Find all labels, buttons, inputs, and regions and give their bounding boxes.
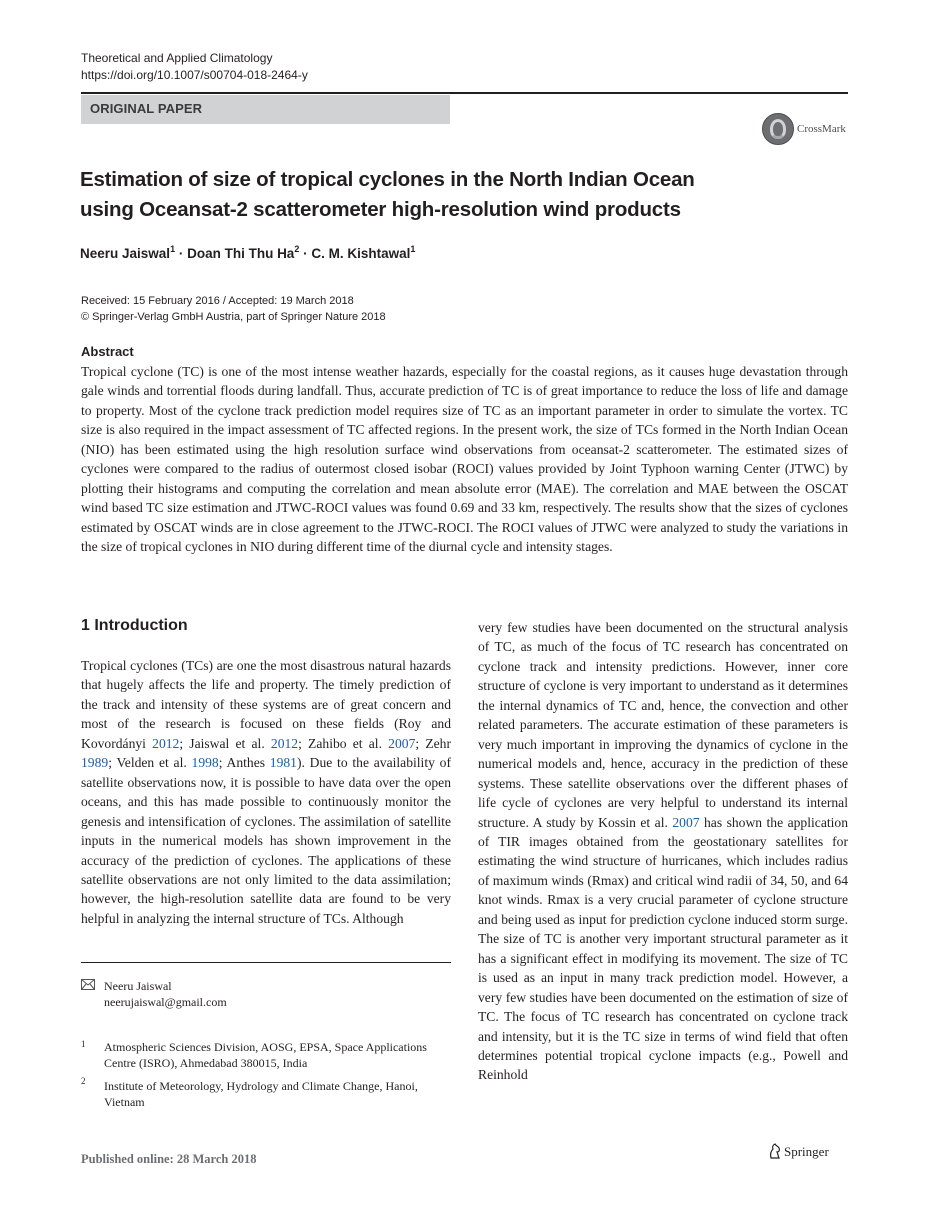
corresponding-author-email[interactable]: neerujaiswal@gmail.com (104, 995, 227, 1009)
author-affiliation-mark: 1 (410, 244, 416, 254)
affiliation-1: Atmospheric Sciences Division, AOSG, EPSA, Space Applications Centre (ISRO), Ahmedabad 380015, India (104, 1040, 427, 1070)
citation-link[interactable]: 2007 (672, 814, 700, 830)
section-heading-introduction: 1 Introduction (81, 617, 188, 634)
doi-link[interactable]: https://doi.org/10.1007/s00704-018-2464-y (81, 68, 308, 82)
abstract-heading: Abstract (81, 344, 134, 359)
citation-link[interactable]: 2012 (152, 735, 180, 751)
intro-right-column (478, 618, 848, 1085)
corresponding-author-name: Neeru Jaiswal (104, 979, 172, 993)
springer-horse-icon (768, 1143, 782, 1159)
crossmark-icon (762, 113, 794, 145)
journal-name: Theoretical and Applied Climatology (81, 51, 273, 65)
title-line-2: using Oceansat-2 scatterometer high-resolution wind products (80, 198, 681, 221)
affiliation-number: 1 (81, 1039, 86, 1049)
publisher-logo-text: Springer (784, 1144, 829, 1159)
author-list (80, 244, 415, 261)
abstract-body: Tropical cyclone (TC) is one of the most intense weather hazards, especially for the coastal regions, as it causes huge devastation through gale winds and torrential floods during landfall. Thus, accurate prediction of TC is of great importance to reduce the loss of life and damage to property. Most of the cyclone track prediction model requires size of TC as an important parameter in order to simulate the vortex. TC size is also required in the impact assessment of TC affected regions. In the present work, the size of TCs formed in the North Indian Ocean (NIO) has been estimated using the high resolution surface wind observations from oceansat-2 scatterometer. The estimated sizes of cyclones were compared to the radius of outermost closed isobar (ROCI) values provided by Joint Typhoon warning Center (JTWC) by plotting their histograms and computing the correlation and mean absolute error (MAE). The correlation and MAE between the OSCAT wind based TC size estimation and JTWC-ROCI values was found 0.69 and 33 km, respectively. The results show that the sizes of cyclones estimated by OSCAT winds are in close agreement to the JTWC-ROCI. The ROCI values of JTWC were analyzed to study the variations in the size of tropical cyclones in NIO during different time of the diurnal cycle and intensity stages. (81, 364, 848, 555)
author-affiliation-mark: 2 (294, 244, 300, 254)
citation-link[interactable]: 1981 (269, 755, 297, 771)
published-date: Published online: 28 March 2018 (81, 1152, 257, 1166)
paper-type-label: ORIGINAL PAPER (90, 101, 203, 116)
citation-link[interactable]: 2012 (270, 735, 299, 751)
author-affiliation-mark: 1 (170, 244, 176, 254)
copyright-line: © Springer-Verlag GmbH Austria, part of Springer Nature 2018 (81, 311, 386, 323)
author-separator: · (299, 246, 312, 261)
author-name[interactable]: Neeru Jaiswal (80, 246, 171, 261)
affiliation-number: 2 (81, 1076, 86, 1086)
title-line-1: Estimation of size of tropical cyclones in the North Indian Ocean (80, 168, 695, 191)
article-dates (81, 293, 386, 325)
crossmark-label: CrossMark (797, 123, 846, 135)
footnote-rule (81, 962, 451, 963)
author-name[interactable]: Doan Thi Thu Ha (187, 246, 295, 261)
article-title (80, 165, 780, 225)
paper-type-banner (81, 95, 450, 124)
crossmark-badge[interactable] (762, 113, 852, 147)
citation-link[interactable]: 1998 (191, 755, 219, 771)
intro-paragraph: Tropical cyclones (TCs) are one the most disastrous natural hazards that hugely affects the life and property. The timely prediction of the track and intensity of these systems are of great concern and most of the research is focused on these fields (Roy and Kovordányi 2012; Jaiswal et al. 2012; Zahibo et al. 2007; Zehr 1989; Velden et al. 1998; Anthes 1981). Due to the availability of satellite observations now, it is possible to have data over the open oceans, and this has made possible to continuously monitor the genesis and intensification of cyclones. The assimilation of satellite inputs in the numerical models has shown improvement in the accuracy of the prediction of cyclones. The applications of these satellite observations are not only limited to the data assimilation; however, the high-resolution satellite data are found to be very helpful in analyzing the internal structure of TCs. Although (81, 658, 451, 926)
intro-left-column (81, 656, 451, 928)
received-accepted-dates: Received: 15 February 2016 / Accepted: 19 March 2018 (81, 295, 354, 307)
affiliation-2: Institute of Meteorology, Hydrology and Climate Change, Hanoi, Vietnam (104, 1079, 418, 1109)
citation-link[interactable]: 1989 (81, 755, 109, 771)
author-name[interactable]: C. M. Kishtawal (311, 246, 411, 261)
envelope-icon (81, 979, 95, 994)
author-separator: · (175, 246, 188, 261)
header-rule (81, 92, 848, 94)
intro-paragraph: very few studies have been documented on the structural analysis of TC, as much of the focus of TC research has concentrated on cyclone track and intensity predictions. However, inner core structure of cyclone is very important to understand as it determines the internal dynamics of TC and, hence, the convection and other related parameters. The accurate estimation of these parameters is very much important in improving the dynamics of cyclone in the numerical models and, hence, accuracy in the prediction of these systems. These satellite observations over the different phases of life cycle of cyclones are very helpful to understand its internal structure. A study by Kossin et al. 2007 has shown the application of TIR images obtained from the geostationary satellites for estimating the wind structure of hurricanes, which includes radius of maximum winds (Rmax) and critical wind radii of 34, 50, and 64 knot winds. Rmax is a very crucial parameter of cyclone structure and being used as input for prediction cyclone induced storm surge. The size of TC is another very important structural parameter as it has a significant effect in modifying its movement. The size of TC is used as an input in many track prediction model. However, a very few studies have been documented on the estimation of size of TC. The focus of TC research has concentrated on cyclone track and intensity, but it is the TC size in terms of wind field that often determines potential tropical cyclone impacts (e.g., Powell and Reinhold (478, 620, 848, 1083)
citation-link[interactable]: 2007 (388, 735, 416, 751)
